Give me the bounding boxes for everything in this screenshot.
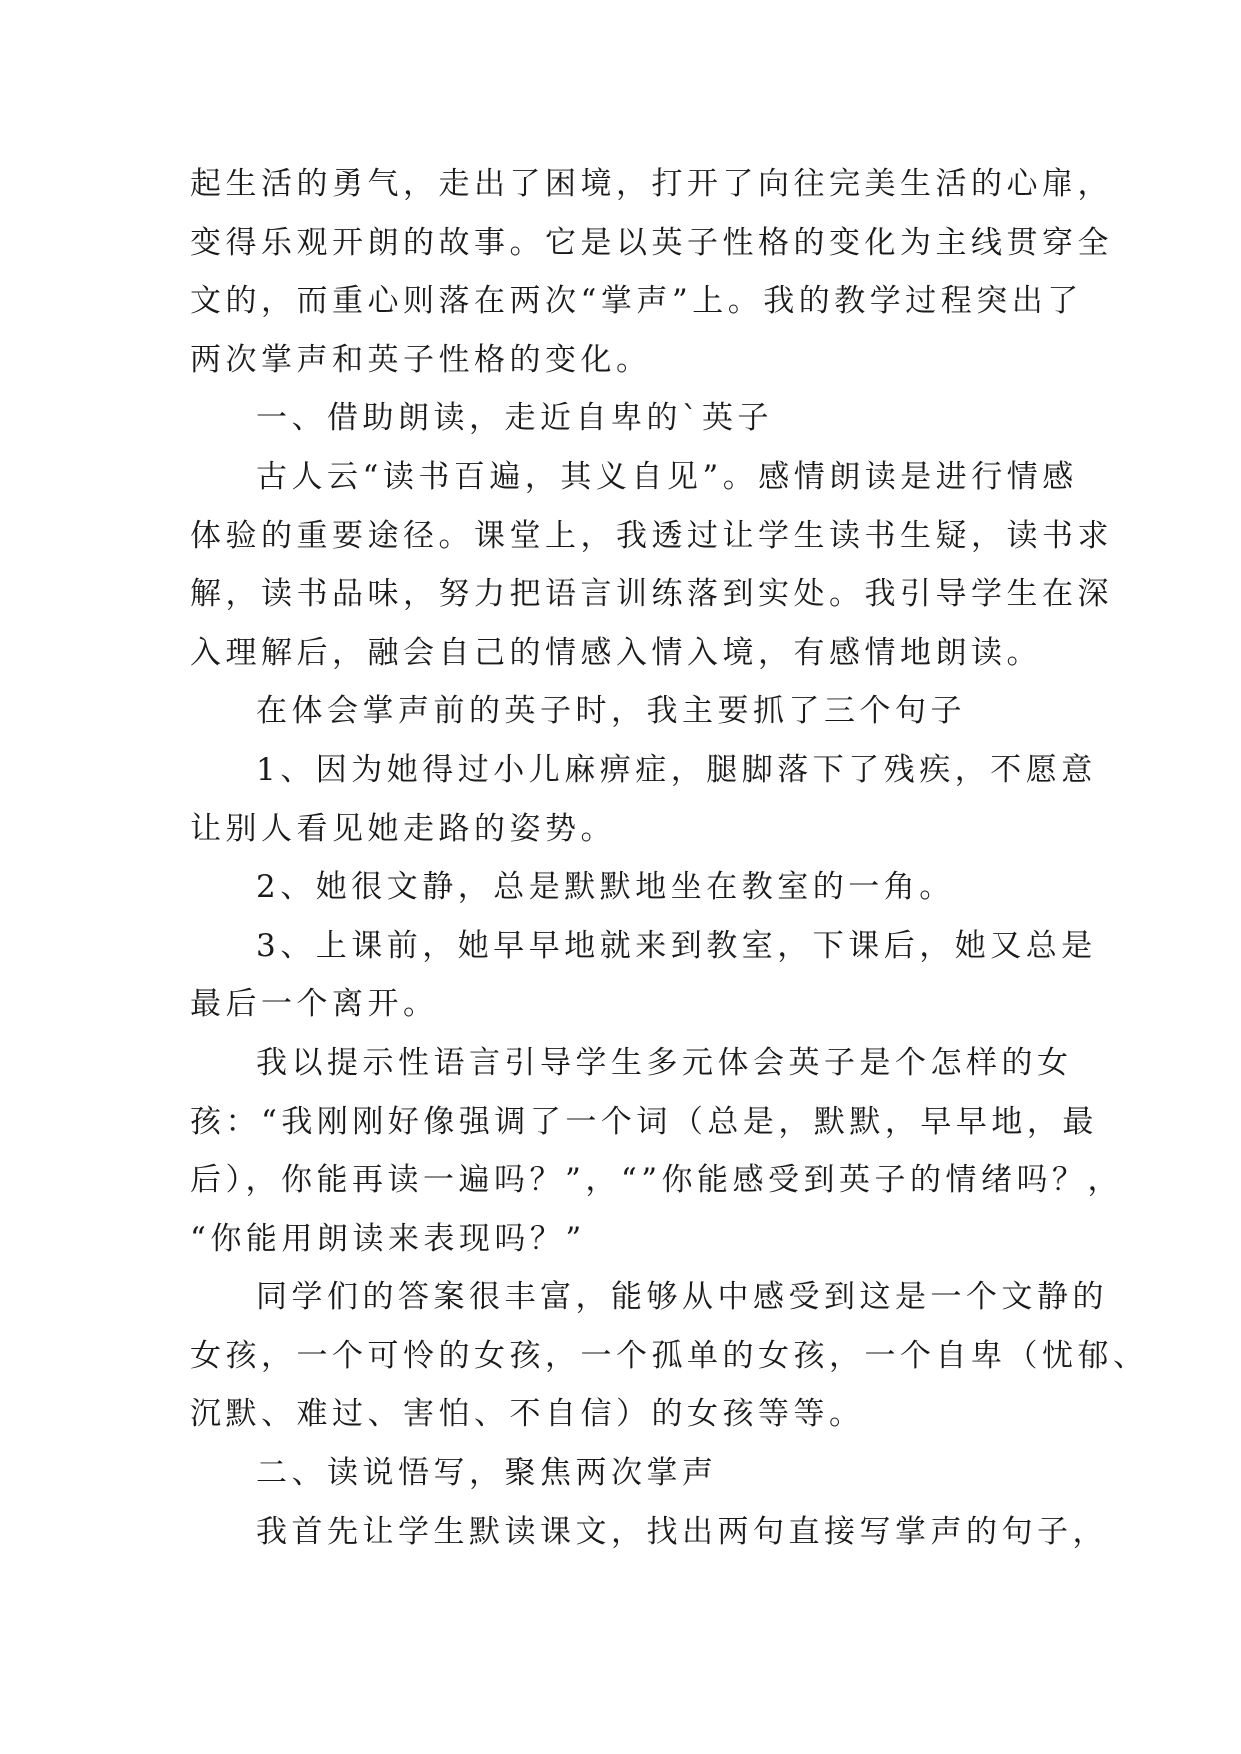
text-line: “你能用朗读来表现吗？” <box>190 1220 586 1257</box>
list-item: 3、上课前，她早早地就来到教室，下课后，她又总是 <box>256 927 1097 964</box>
section-heading: 二、读说悟写，聚焦两次掌声 <box>256 1455 718 1492</box>
text-line: 体验的重要途径。课堂上，我透过让学生读书生疑，读书求 <box>190 517 1113 554</box>
text-line: 让别人看见她走路的姿势。 <box>190 810 616 847</box>
text-line: 两次掌声和英子性格的变化。 <box>190 341 652 378</box>
text-line: 我首先让学生默读课文，找出两句直接写掌声的句子， <box>256 1513 1108 1550</box>
text-line: 解，读书品味，努力把语言训练落到实处。我引导学生在深 <box>190 576 1113 613</box>
list-item: 1、因为她得过小儿麻痹症，腿脚落下了残疾，不愿意 <box>256 751 1097 788</box>
text-line: 沉默、难过、害怕、不自信）的女孩等等。 <box>190 1396 865 1433</box>
text-line: 最后一个离开。 <box>190 986 439 1023</box>
text-line: 古人云“读书百遍，其义自见”。感情朗读是进行情感 <box>256 458 1078 495</box>
text-line: 同学们的答案很丰富，能够从中感受到这是一个文静的 <box>256 1279 1108 1316</box>
text-line: 女孩，一个可怜的女孩，一个孤单的女孩，一个自卑（忧郁、 <box>190 1337 1149 1374</box>
section-heading: 一、借助朗读，走近自卑的`英子 <box>256 400 773 437</box>
document-body <box>190 155 1149 1561</box>
text-line: 入理解后，融会自己的情感入情入境，有感情地朗读。 <box>190 634 1042 671</box>
list-item: 2、她很文静，总是默默地坐在教室的一角。 <box>256 869 955 906</box>
text-line: 后），你能再读一遍吗？”，“”你能感受到英子的情绪吗？， <box>190 1162 1124 1199</box>
text-line: 起生活的勇气，走出了困境，打开了向往完美生活的心扉， <box>190 166 1113 202</box>
text-line: 孩：“我刚刚好像强调了一个词（总是，默默，早早地，最 <box>190 1103 1098 1140</box>
text-line: 文的，而重心则落在两次“掌声”上。我的教学过程突出了 <box>190 283 1083 320</box>
text-line: 变得乐观开朗的故事。它是以英子性格的变化为主线贯穿全 <box>190 224 1113 261</box>
text-line: 在体会掌声前的英子时，我主要抓了三个句子 <box>256 693 966 730</box>
text-line: 我以提示性语言引导学生多元体会英子是个怎样的女 <box>256 1044 1073 1081</box>
